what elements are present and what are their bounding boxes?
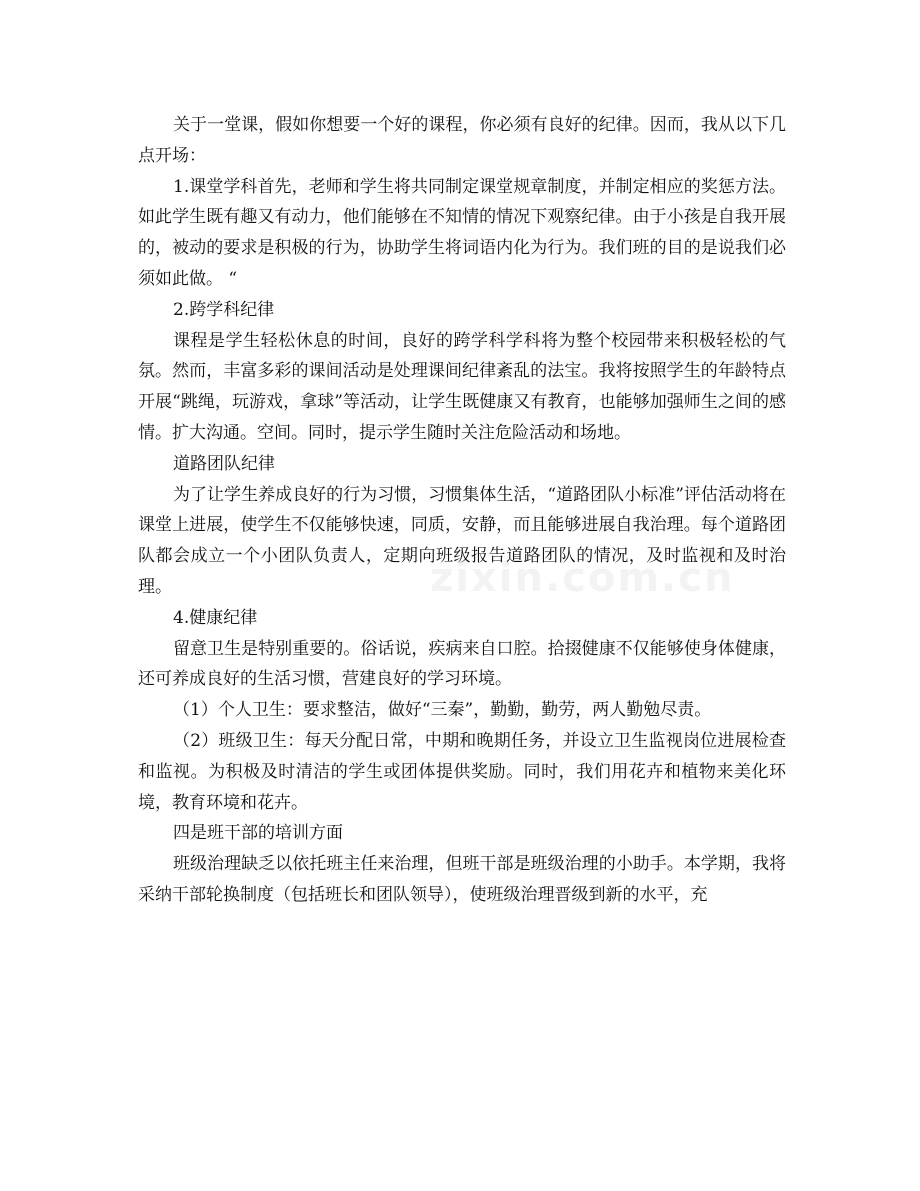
paragraph-class-hygiene: （2）班级卫生：每天分配日常，中期和晚期任务，并设立卫生监视岗位进展检查和监视。为积极及时清洁的学生或团体提供奖励。同时，我们用花卉和植物来美化环境，教育环境和花卉。	[138, 730, 786, 813]
watermark: zixin.com.cn	[430, 555, 735, 601]
heading-road-team: 道路团队纪律	[173, 453, 275, 474]
heading-cross-discipline: 2.跨学科纪律	[173, 299, 275, 320]
paragraph-health: 留意卫生是特别重要的。俗话说，疾病来自口腔。拾掇健康不仅能够使身体健康，还可养成良好的生活习惯，营建良好的学习环境。	[138, 638, 786, 690]
paragraph-class-cadres: 班级治理缺乏以依托班主任来治理，但班干部是班级治理的小助手。本学期，我将采纳干部轮换制度（包括班长和团队领导），使班级治理晋级到新的水平，充	[138, 854, 786, 905]
heading-health: 4.健康纪律	[173, 607, 258, 628]
paragraph-personal-hygiene: （1）个人卫生：要求整洁，做好“三秦”，勤勤，勤劳，两人勤勉尽责。	[173, 700, 712, 721]
document-body	[138, 110, 786, 911]
paragraph-intro: 关于一堂课，假如你想要一个好的课程，你必须有良好的纪律。因而，我从以下几点开场：	[138, 115, 786, 166]
heading-class-cadres: 四是班干部的培训方面	[173, 823, 343, 844]
paragraph-road-team: 为了让学生养成良好的行为习惯，习惯集体生活，“道路团队小标准”评估活动将在课堂上进展，使学生不仅能够快速，同质，安静，而且能够进展自我治理。每个道路团队都会成立一个小团队负责人，定期向班级报告道路团队的情况，及时监视和及时治理。	[138, 484, 786, 597]
paragraph-classroom-discipline: 1.课堂学科首先，老师和学生将共同制定课堂规章制度，并制定相应的奖惩方法。如此学生既有趣又有动力，他们能够在不知情的情况下观察纪律。由于小孩是自我开展的，被动的要求是积极的行为，协助学生将词语内化为行为。我们班的目的是说我们必须如此做。 “	[138, 176, 786, 289]
paragraph-break-time: 课程是学生轻松休息的时间，良好的跨学科学科将为整个校园带来积极轻松的气氛。然而，丰富多彩的课间活动是处理课间纪律紊乱的法宝。我将按照学生的年龄特点开展“跳绳，玩游戏，拿球”等活动，让学生既健康又有教育，也能够加强师生之间的感情。扩大沟通。空间。同时，提示学生随时关注危险活动和场地。	[138, 330, 786, 443]
